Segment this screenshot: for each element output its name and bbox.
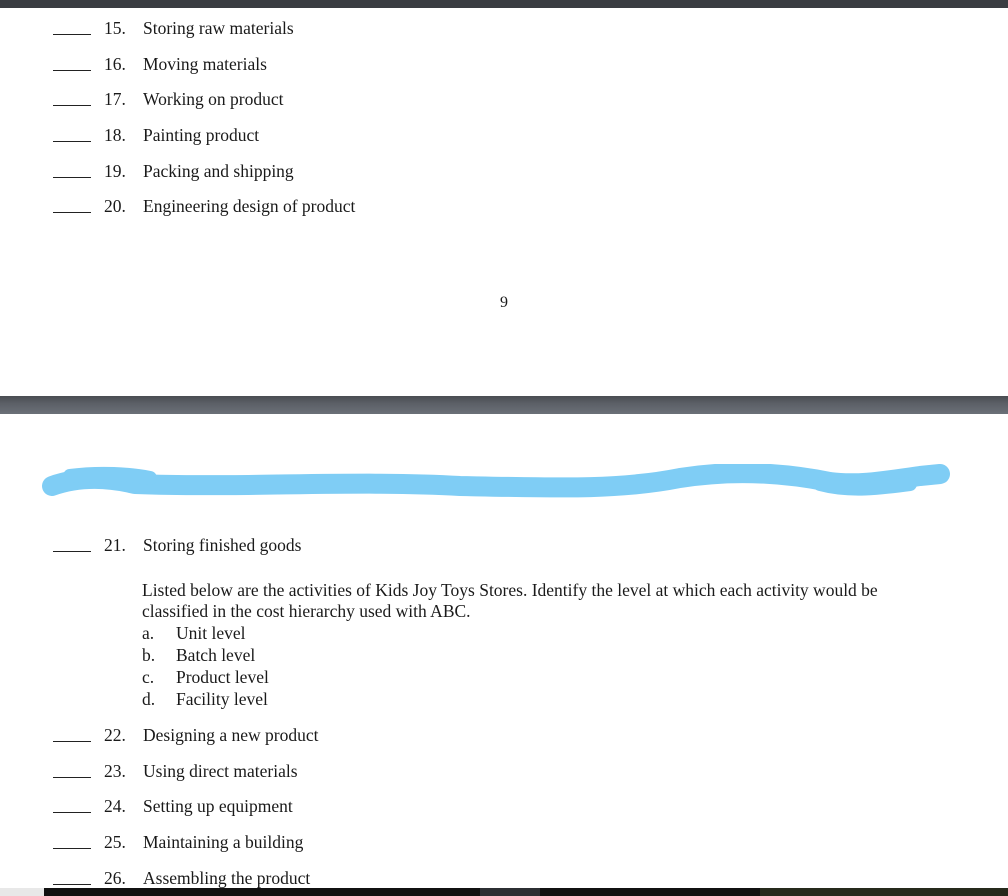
instructions-paragraph: Listed below are the activities of Kids Joy Toys Stores. Identify the level at which each activity would be classified in the cost hierarchy used with ABC.: [142, 580, 878, 621]
bottom-bar-segment: [0, 888, 44, 896]
answer-blank[interactable]: [53, 177, 91, 178]
option-text: Unit level: [176, 623, 246, 643]
answer-blank[interactable]: [53, 141, 91, 142]
question-number: 15.: [104, 18, 126, 38]
redaction-scribble: [40, 464, 952, 504]
answer-blank[interactable]: [53, 848, 91, 849]
answer-blank[interactable]: [53, 212, 91, 213]
question-text: Packing and shipping: [143, 161, 294, 181]
question-number: 19.: [104, 161, 126, 181]
question-number: 17.: [104, 89, 126, 109]
page-number: 9: [500, 294, 508, 311]
question-number: 26.: [104, 868, 126, 888]
answer-blank[interactable]: [53, 70, 91, 71]
bottom-bar-segment: [480, 888, 540, 896]
answer-blank[interactable]: [53, 551, 91, 552]
option-letter: c.: [142, 667, 155, 687]
question-text: Setting up equipment: [143, 796, 293, 816]
answer-blank[interactable]: [53, 105, 91, 106]
question-number: 16.: [104, 54, 126, 74]
document-page-10: [0, 414, 1008, 888]
question-text: Designing a new product: [143, 725, 319, 745]
page-separator: [0, 396, 1008, 414]
option-letter: d.: [142, 689, 156, 709]
option-letter: b.: [142, 645, 156, 665]
question-text: Painting product: [143, 125, 260, 145]
question-number: 18.: [104, 125, 126, 145]
answer-blank[interactable]: [53, 741, 91, 742]
option-letter: a.: [142, 623, 155, 643]
question-text: Engineering design of product: [143, 196, 356, 216]
question-number: 20.: [104, 196, 126, 216]
question-number: 22.: [104, 725, 126, 745]
question-text: Assembling the product: [143, 868, 311, 888]
question-number: 25.: [104, 832, 126, 852]
question-text: Using direct materials: [143, 761, 298, 781]
document-page-9: [0, 8, 1008, 396]
option-text: Batch level: [176, 645, 256, 665]
question-number: 21.: [104, 535, 126, 555]
question-text: Moving materials: [143, 54, 267, 74]
question-text: Storing raw materials: [143, 18, 294, 38]
question-number: 23.: [104, 761, 126, 781]
viewer-bottom-bar: [0, 888, 1008, 896]
question-text: Working on product: [143, 89, 284, 109]
answer-blank[interactable]: [53, 34, 91, 35]
viewer-top-bar: [0, 0, 1008, 8]
question-number: 24.: [104, 796, 126, 816]
answer-blank[interactable]: [53, 812, 91, 813]
answer-blank[interactable]: [53, 884, 91, 885]
option-text: Product level: [176, 667, 269, 687]
question-text: Maintaining a building: [143, 832, 304, 852]
bottom-bar-segment: [760, 888, 1008, 896]
question-text: Storing finished goods: [143, 535, 302, 555]
option-text: Facility level: [176, 689, 268, 709]
answer-blank[interactable]: [53, 777, 91, 778]
